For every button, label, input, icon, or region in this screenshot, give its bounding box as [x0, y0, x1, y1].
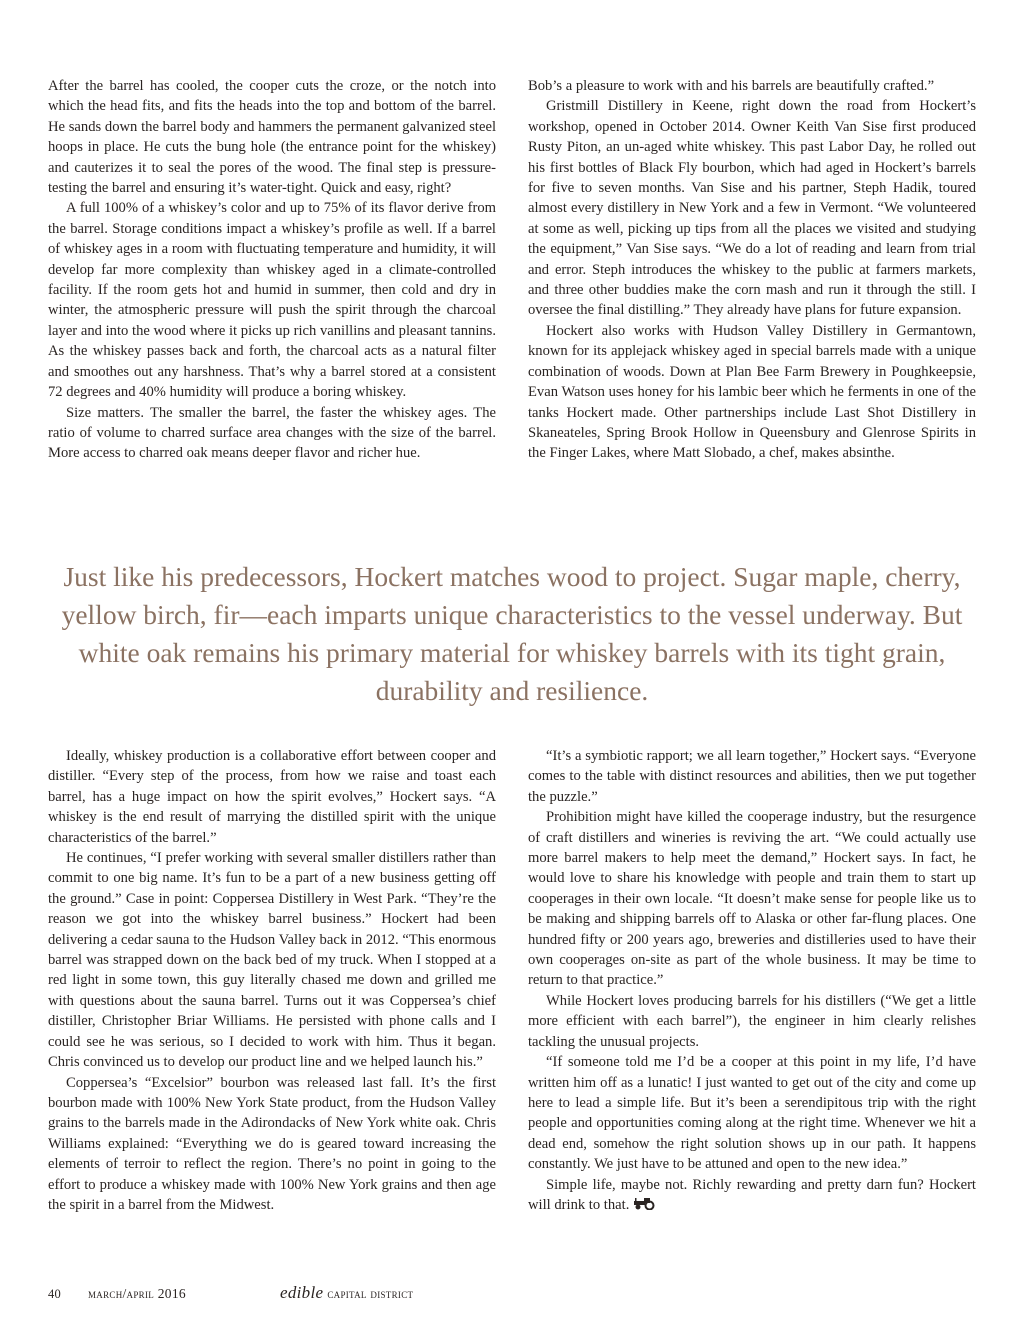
publication-name: capital district: [327, 1286, 414, 1301]
column-top-left: [48, 76, 496, 464]
issue-date: march/april 2016: [88, 1286, 186, 1301]
paragraph: He continues, “I prefer working with several smaller distillers rather than commit to one big name. It’s fun to be a part of a new business getting off the ground.” Case in point: Coppersea Distillery in West Park. “They’re the reason we got into the whiskey barrel business.” Hockert had been delivering a cedar sauna to the Hudson Valley back in 2012. “This enormous barrel was strapped down on the back bed of my truck. When I stopped at a red light in some town, this guy literally chased me down and grilled me with questions about the sauna barrel. Turns out it was Coppersea’s chief distiller, Christopher Briar Williams. He persisted with phone calls and I could see he was serious, so I decided to work with him. Thus it began. Chris convinced us to develop our product line and we helped launch his.”: [48, 850, 496, 1071]
paragraph: Gristmill Distillery in Keene, right down the road from Hockert’s workshop, opened in October 2014. Owner Keith Van Sise first produced Rusty Piton, an un-aged white whiskey. This past Labor Day, he rolled out his first bottles of Black Fly bourbon, which had aged in Hockert’s barrels for five to seven months. Van Sise and his partner, Steph Hadik, toured almost every distillery in New York and a few in Vermont. “We volunteered at some as well, picking up tips from all the places we visited and studying the equipment,” Van Sise says. “We do a lot of reading and learn from trial and error. Steph introduces the whiskey to the public at farmers markets, and three other buddies make the corn mash and run it through the still. I oversee the final distilling.” They already have plans for future expansion.: [528, 98, 976, 319]
pull-quote: Just like his predecessors, Hockert matches wood to project. Sugar maple, cherry, yellow birch, fir—each imparts unique characteristics to the vessel underway. But white oak remains his primary material for whiskey barrels with its tight grain, durability and resilience.: [61, 561, 963, 706]
brand-logo: edible: [280, 1283, 324, 1302]
paragraph: A full 100% of a whiskey’s color and up to 75% of its flavor derive from the barrel. Storage conditions impact a whiskey’s profile as well. If a barrel of whiskey ages in a room with fluctuating temperature and humidity, it will develop far more complexity than whiskey aged in a climate-controlled facility. If the room gets hot and humid in summer, then cold and dry in winter, the atmospheric pressure will push the spirit through the charcoal layer and into the wood where it picks up rich vanillins and pleasant tannins. As the whiskey passes back and forth, the charcoal acts as a natural filter and smoothes out any harshness. That’s why a barrel stored at a consistent 72 degrees and 40% humidity will produce a boring whiskey.: [48, 200, 496, 401]
paragraph-final: [528, 1175, 976, 1216]
paragraph: After the barrel has cooled, the cooper cuts the croze, or the notch into which the head fits, and fits the heads into the top and bottom of the barrel. He sands down the barrel body and hammers the permanent galvanized steel hoops in place. He cuts the bung hole (the entrance point for the whiskey) and cauterizes it to seal the pores of the wood. The final step is pressure-testing the barrel and ensuring it’s water-tight. Quick and easy, right?: [48, 78, 496, 197]
page-number: 40: [48, 1287, 62, 1301]
paragraph: Ideally, whiskey production is a collaborative effort between cooper and distiller. “Every step of the process, from how we raise and toast each barrel, has a huge impact on how the spirit evolves,” Hockert says. “A whiskey is the end result of marrying the distilled spirit with the unique characteristics of the barrel.”: [48, 748, 496, 846]
paragraph: Size matters. The smaller the barrel, the faster the whiskey ages. The ratio of volume to charred surface area changes with the size of the barrel. More access to charred oak means deeper flavor and richer hue.: [48, 404, 496, 462]
column-top-right: [528, 76, 976, 464]
paragraph: Prohibition might have killed the cooperage industry, but the resurgence of craft distillers and wineries is reviving the art. “We could actually use more barrel makers to help meet the demand,” Hockert says. In fact, he would love to share his knowledge with people and train them to start up cooperages in their own locale. “It doesn’t make sense for people like us to be making and shipping barrels off to Alaska or other far-flung places. One hundred fifty or 200 years ago, breweries and distilleries used to have their own cooperages on-site as part of the whole business. It may be time to return to that practice.”: [528, 809, 976, 989]
column-bottom-left: [48, 746, 496, 1215]
page-footer: [48, 1283, 413, 1303]
paragraph: While Hockert loves producing barrels for his distillers (“We get a little more efficient with each barrel”), the engineer in him clearly relishes tackling the unusual projects.: [528, 992, 976, 1050]
paragraph: “If someone told me I’d be a cooper at this point in my life, I’d have written him off as a lunatic! I just wanted to get out of the city and come up here to lead a simple life. But it’s been a serendipitous trip with the right people and opportunities coming along at the right time. Whenever we hit a dead end, somehow the right solution shows up in our path. It happens constantly. We just have to be attuned and open to the new idea.”: [528, 1054, 976, 1173]
tractor-icon: [633, 1197, 655, 1210]
column-bottom-right: [528, 746, 976, 1215]
paragraph: Coppersea’s “Excelsior” bourbon was released last fall. It’s the first bourbon made with 100% New York State product, from the Hudson Valley grains to the barrels made in the Adirondacks of New York white oak. Chris Williams explained: “Everything we do is geared toward increasing the elements of terroir to reflect the region. There’s no point in going to the effort to produce a whiskey made with 100% New York grains and then age the spirit in a barrel from the Midwest.: [48, 1074, 496, 1213]
paragraph: “It’s a symbiotic rapport; we all learn together,” Hockert says. “Everyone comes to the table with distinct resources and abilities, then we put together the puzzle.”: [528, 748, 976, 805]
paragraph: Bob’s a pleasure to work with and his barrels are beautifully crafted.”: [528, 78, 935, 94]
paragraph: Hockert also works with Hudson Valley Distillery in Germantown, known for its applejack whiskey aged in special barrels made with a unique combination of woods. Down at Plan Bee Farm Brewery in Poughkeepsie, Evan Watson uses honey for his lambic beer which he ferments in one of the tanks Hockert made. Other partnerships include Last Shot Distillery in Skaneateles, Spring Brook Hollow in Queensbury and Glenrose Spirits in the Finger Lakes, where Matt Slobado, a chef, makes absinthe.: [528, 322, 976, 462]
final-text: Simple life, maybe not. Richly rewarding and pretty darn fun? Hockert will drink to that.: [528, 1176, 976, 1213]
